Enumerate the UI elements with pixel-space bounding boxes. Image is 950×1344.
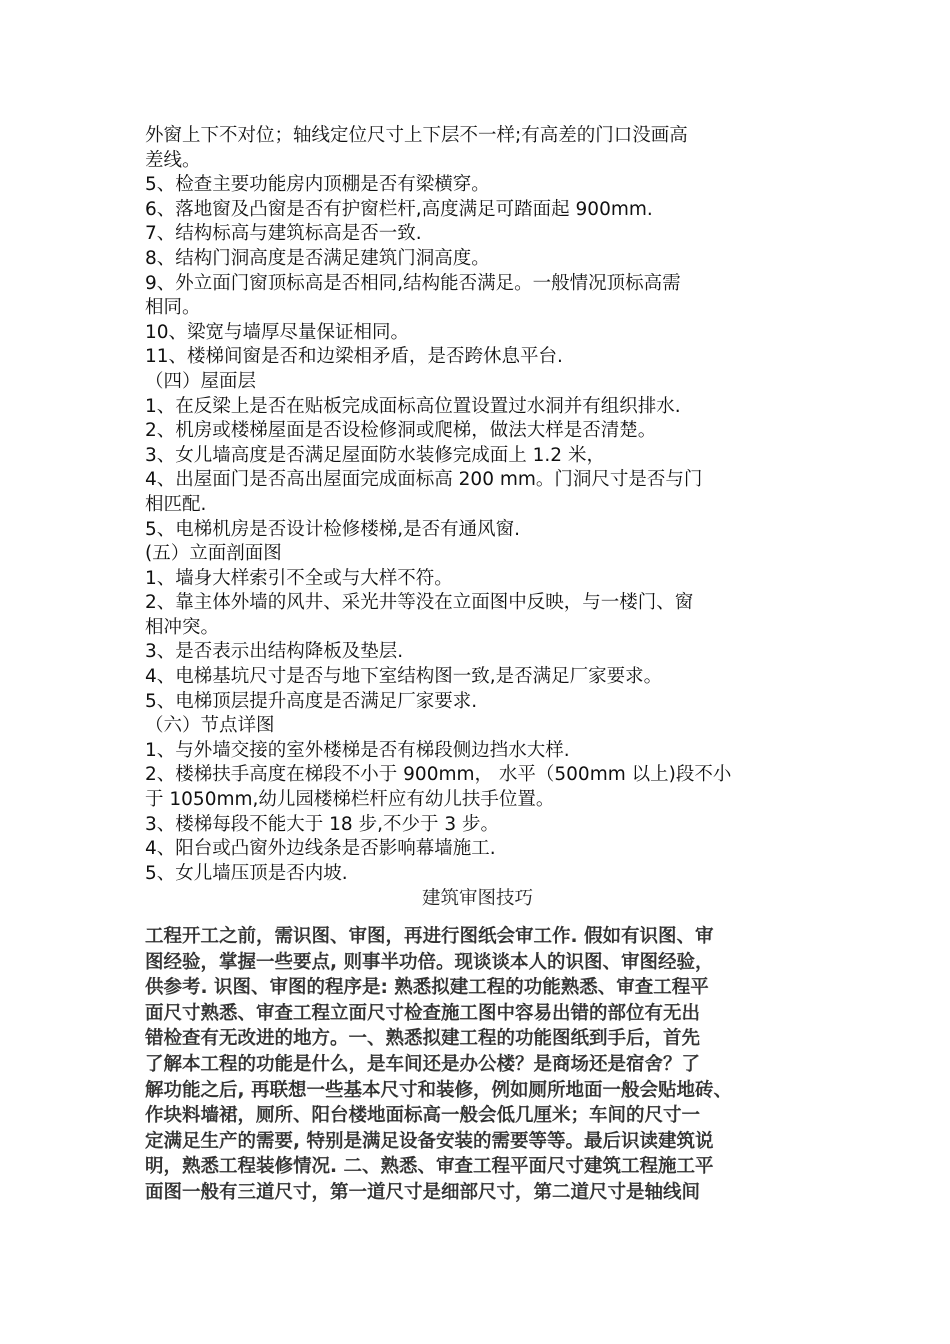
bold-text-line: 图经验，掌握一些要点, 则事半功倍。现谈谈本人的识图、审图经验， bbox=[145, 951, 714, 973]
text-line: 相匹配. bbox=[145, 493, 207, 515]
text-line: 5、电梯机房是否设计检修楼梯,是否有通风窗. bbox=[145, 518, 521, 540]
text-line: 4、阳台或凸窗外边线条是否影响幕墙施工. bbox=[145, 838, 496, 860]
text-line: 11、楼梯间窗是否和边梁相矛盾，是否跨休息平台. bbox=[145, 346, 563, 368]
bold-text-line: 面尺寸熟悉、审查工程立面尺寸检查施工图中容易出错的部位有无出 bbox=[145, 1002, 701, 1024]
text-line: 相冲突。 bbox=[145, 616, 220, 638]
text-line: 5、检查主要功能房内顶棚是否有梁横穿。 bbox=[145, 174, 490, 196]
text-line: 5、电梯顶层提升高度是否满足厂家要求. bbox=[145, 690, 478, 712]
text-line: 1、墙身大样索引不全或与大样不符。 bbox=[145, 567, 453, 589]
text-line: 3、女儿墙高度是否满足屋面防水装修完成面上 1.2 米， bbox=[145, 444, 605, 466]
text-line: 差线。 bbox=[145, 149, 201, 171]
text-line: 2、楼梯扶手高度在梯段不小于 900mm， 水平（500mm 以上)段不小 bbox=[145, 764, 732, 786]
text-line: 1、与外墙交接的室外楼梯是否有梯段侧边挡水大样. bbox=[145, 739, 570, 761]
text-line: 2、机房或楼梯屋面是否设检修洞或爬梯，做法大样是否清楚。 bbox=[145, 420, 657, 442]
bold-paragraph bbox=[145, 924, 810, 1206]
text-line: 2、靠主体外墙的风井、采光井等没在立面图中反映，与一楼门、窗 bbox=[145, 592, 694, 614]
document-page bbox=[145, 124, 810, 1206]
text-line: 3、楼梯每段不能大于 18 步,不少于 3 步。 bbox=[145, 813, 499, 835]
text-line: 4、出屋面门是否高出屋面完成面标高 200 mm。门洞尺寸是否与门 bbox=[145, 469, 703, 491]
checklist-body bbox=[145, 124, 810, 886]
bold-text-line: 面图一般有三道尺寸，第一道尺寸是细部尺寸，第二道尺寸是轴线间 bbox=[145, 1181, 701, 1203]
bold-text-line: 错检查有无改进的地方。一、熟悉拟建工程的功能图纸到手后，首先 bbox=[145, 1028, 701, 1050]
bold-text-line: 了解本工程的功能是什么，是车间还是办公楼？是商场还是宿舍？了 bbox=[145, 1053, 701, 1075]
bold-text-line: 工程开工之前，需识图、审图，再进行图纸会审工作. 假如有识图、审 bbox=[145, 926, 714, 947]
text-line: （四）屋面层 bbox=[145, 370, 257, 392]
text-line: （六）节点详图 bbox=[145, 715, 275, 737]
text-line: 10、梁宽与墙厚尽量保证相同。 bbox=[145, 321, 410, 343]
text-line: 1、在反梁上是否在贴板完成面标高位置设置过水洞并有组织排水. bbox=[145, 395, 681, 417]
text-line: 3、是否表示出结构降板及垫层. bbox=[145, 641, 404, 663]
bold-text-line: 作块料墙裙，厕所、阳台楼地面标高一般会低几厘米；车间的尺寸一 bbox=[145, 1105, 701, 1127]
text-line: 相同。 bbox=[145, 297, 201, 319]
text-line: 6、落地窗及凸窗是否有护窗栏杆,高度满足可踏面起 900mm. bbox=[145, 198, 653, 220]
bold-text-line: 定满足生产的需要, 特别是满足设备安装的需要等等。最后识读建筑说 bbox=[145, 1130, 714, 1152]
section-title: 建筑审图技巧 bbox=[421, 888, 533, 910]
text-line: 于 1050mm,幼儿园楼梯栏杆应有幼儿扶手位置。 bbox=[145, 789, 555, 811]
text-line: (五）立面剖面图 bbox=[145, 543, 282, 565]
text-line: 8、结构门洞高度是否满足建筑门洞高度。 bbox=[145, 247, 490, 269]
text-line: 外窗上下不对位；轴线定位尺寸上下层不一样;有高差的门口没画高 bbox=[145, 125, 688, 146]
text-line: 4、电梯基坑尺寸是否与地下室结构图一致,是否满足厂家要求。 bbox=[145, 666, 663, 688]
text-line: 7、结构标高与建筑标高是否一致. bbox=[145, 223, 422, 245]
text-line: 5、女儿墙压顶是否内坡. bbox=[145, 862, 348, 884]
text-line: 9、外立面门窗顶标高是否相同,结构能否满足。一般情况顶标高需 bbox=[145, 272, 681, 294]
bold-text-line: 明，熟悉工程装修情况. 二、熟悉、审查工程平面尺寸建筑工程施工平 bbox=[145, 1156, 714, 1178]
bold-text-line: 供参考. 识图、审图的程序是: 熟悉拟建工程的功能熟悉、审查工程平 bbox=[145, 977, 709, 999]
bold-text-line: 解功能之后, 再联想一些基本尺寸和装修，例如厕所地面一般会贴地砖、 bbox=[145, 1079, 732, 1101]
